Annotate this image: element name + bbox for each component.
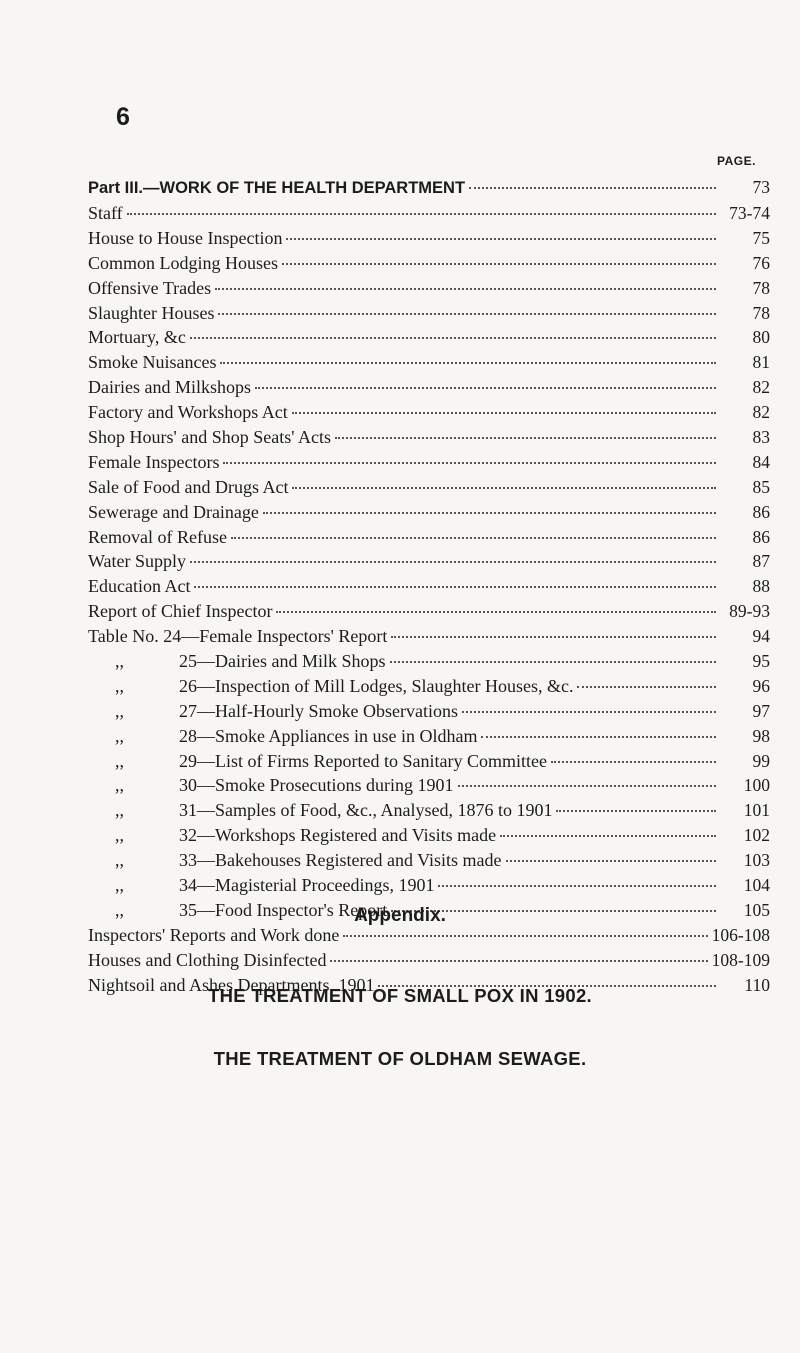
dot-leader — [458, 785, 717, 787]
toc-entry-page: 82 — [752, 402, 770, 423]
toc-entry-label: Shop Hours' and Shop Seats' Acts — [88, 427, 331, 448]
toc-entry-label: 29—List of Firms Reported to Sanitary Committee — [179, 750, 547, 771]
toc-entry — [88, 676, 770, 701]
dot-leader — [231, 537, 716, 539]
toc-entry-page: 108-109 — [711, 949, 770, 970]
toc-entry — [88, 651, 770, 676]
dot-leader — [194, 586, 716, 588]
toc-entry-label: Education Act — [88, 576, 191, 597]
toc-entry — [88, 925, 770, 950]
toc-entry-label: Smoke Nuisances — [88, 352, 217, 373]
toc-entry-page: 103 — [743, 850, 770, 871]
toc-entry — [88, 452, 770, 477]
toc-entry-label: Inspectors' Reports and Work done — [88, 924, 340, 945]
toc-entry-page: 86 — [752, 526, 770, 547]
ditto-mark — [88, 676, 179, 697]
toc-entry-page: 95 — [752, 651, 770, 672]
ditto-mark — [88, 775, 179, 796]
toc-entry-label: 31—Samples of Food, &c., Analysed, 1876 to 1901 — [179, 800, 553, 821]
dot-leader — [330, 960, 707, 962]
ditto-mark-text: ,, — [115, 675, 124, 696]
ditto-mark — [88, 825, 179, 846]
dot-leader — [286, 238, 716, 240]
ditto-mark-text: ,, — [115, 875, 124, 896]
toc-entry-page: 110 — [744, 974, 770, 995]
dot-leader — [276, 611, 716, 613]
toc-entry-page: 81 — [752, 352, 770, 373]
ditto-mark-text: ,, — [115, 825, 124, 846]
dot-leader — [255, 387, 716, 389]
appendix-line-1: THE TREATMENT OF SMALL POX IN 1902. — [208, 985, 592, 1006]
dot-leader — [282, 263, 716, 265]
toc-entry-page: 73-74 — [729, 203, 770, 223]
ditto-mark — [88, 701, 179, 722]
dot-leader — [215, 288, 716, 290]
table-of-contents — [88, 177, 770, 1000]
toc-entry — [88, 203, 770, 228]
ditto-mark — [88, 875, 179, 896]
toc-entry-label: Table No. 24—Female Inspectors' Report — [88, 626, 388, 647]
toc-entry — [88, 825, 770, 850]
toc-entry-label: Common Lodging Houses — [88, 252, 279, 273]
toc-entry-label: Sale of Food and Drugs Act — [88, 476, 289, 497]
toc-entry-label: 33—Bakehouses Registered and Visits made — [179, 850, 502, 871]
toc-entry-label: Sewerage and Drainage — [88, 501, 259, 522]
appendix-title: Appendix. — [354, 905, 446, 926]
toc-entry — [88, 626, 770, 651]
toc-entry — [88, 875, 770, 900]
toc-entry-label: Offensive Trades — [88, 277, 212, 298]
toc-entry-label: 26—Inspection of Mill Lodges, Slaughter Houses, &c. — [179, 675, 574, 696]
dot-leader — [223, 462, 716, 464]
toc-entry-page: 105 — [743, 899, 770, 920]
page-column-label: PAGE. — [717, 154, 756, 168]
toc-entry-page: 104 — [743, 875, 770, 896]
ditto-mark — [88, 726, 179, 747]
toc-entry — [88, 502, 770, 527]
ditto-mark-text: ,, — [115, 850, 124, 871]
toc-entry-page: 83 — [752, 427, 770, 448]
dot-leader — [127, 213, 716, 215]
toc-entry — [88, 850, 770, 875]
toc-heading — [88, 177, 770, 203]
toc-entry-page: 80 — [752, 327, 770, 348]
ditto-mark — [88, 651, 179, 672]
dot-leader — [263, 512, 716, 514]
dot-leader — [438, 885, 716, 887]
toc-entry — [88, 327, 770, 352]
toc-entry-label: Water Supply — [88, 551, 187, 572]
toc-entry-page: 88 — [752, 576, 770, 597]
toc-entry — [88, 701, 770, 726]
dot-leader — [500, 835, 716, 837]
dot-leader — [462, 711, 716, 713]
toc-entry-page: 98 — [752, 725, 770, 746]
ditto-mark-text: ,, — [115, 725, 124, 746]
toc-entry-page: 76 — [752, 252, 770, 273]
toc-entry — [88, 278, 770, 303]
ditto-mark — [88, 800, 179, 821]
toc-heading-label: Part III.—WORK OF THE HEALTH DEPARTMENT — [88, 179, 466, 197]
page-number: 6 — [116, 103, 130, 131]
ditto-mark-text: ,, — [115, 750, 124, 771]
toc-entry-page: 85 — [752, 476, 770, 497]
toc-entry-label: Slaughter Houses — [88, 302, 215, 323]
toc-entry-label: 28—Smoke Appliances in use in Oldham — [179, 725, 478, 746]
toc-entry-page: 82 — [752, 377, 770, 398]
ditto-mark — [88, 850, 179, 871]
toc-entry-label: Report of Chief Inspector — [88, 601, 273, 622]
toc-entry-label: 34—Magisterial Proceedings, 1901 — [179, 875, 435, 896]
toc-entry-page: 100 — [743, 775, 770, 796]
toc-entry — [88, 775, 770, 800]
dot-leader — [292, 487, 716, 489]
dot-leader — [391, 636, 716, 638]
toc-entry — [88, 601, 770, 626]
appendix-line-2: THE TREATMENT OF OLDHAM SEWAGE. — [213, 1048, 587, 1069]
toc-entry-label: Mortuary, &c — [88, 327, 186, 348]
toc-entry-label: 35—Food Inspector's Report — [179, 899, 388, 920]
toc-entry-label: 32—Workshops Registered and Visits made — [179, 825, 497, 846]
ditto-mark-text: ,, — [115, 651, 124, 672]
toc-entry-page: 84 — [752, 451, 770, 472]
toc-entry-page: 75 — [752, 227, 770, 248]
toc-entry-label: House to House Inspection — [88, 227, 283, 248]
toc-entry-page: 78 — [752, 302, 770, 323]
dot-leader — [390, 661, 717, 663]
toc-entry — [88, 427, 770, 452]
toc-heading-page: 73 — [752, 177, 770, 197]
toc-entry-label: 25—Dairies and Milk Shops — [179, 651, 386, 672]
toc-entry-label: 30—Smoke Prosecutions during 1901 — [179, 775, 454, 796]
toc-entry — [88, 303, 770, 328]
dot-leader — [220, 362, 716, 364]
toc-entry-label: Female Inspectors — [88, 451, 220, 472]
toc-entry-label: Removal of Refuse — [88, 526, 227, 547]
toc-entry — [88, 402, 770, 427]
toc-entry-page: 101 — [743, 800, 770, 821]
toc-entry-page: 86 — [752, 501, 770, 522]
dot-leader — [335, 437, 716, 439]
dot-leader — [190, 337, 716, 339]
toc-entry-label: Nightsoil and Ashes Departments, 1901 — [88, 974, 375, 995]
toc-entry-page: 97 — [752, 700, 770, 721]
toc-entry — [88, 551, 770, 576]
dot-leader — [506, 860, 716, 862]
dot-leader — [577, 686, 716, 688]
dot-leader — [343, 935, 707, 937]
toc-entry-page: 78 — [752, 277, 770, 298]
toc-entry-page: 102 — [743, 825, 770, 846]
toc-entry-label: Houses and Clothing Disinfected — [88, 949, 327, 970]
ditto-mark-text: ,, — [115, 800, 124, 821]
toc-entry — [88, 527, 770, 552]
toc-entry — [88, 751, 770, 776]
toc-entry-page: 99 — [752, 750, 770, 771]
toc-entry-page: 89-93 — [729, 601, 770, 622]
toc-entry — [88, 377, 770, 402]
dot-leader — [218, 313, 716, 315]
toc-entry-page: 106-108 — [711, 924, 770, 945]
toc-entry — [88, 352, 770, 377]
toc-entry-label: Staff — [88, 203, 123, 223]
toc-entry — [88, 228, 770, 253]
ditto-mark-text: ,, — [115, 899, 124, 920]
dot-leader — [469, 187, 716, 189]
toc-entry — [88, 477, 770, 502]
toc-entry — [88, 576, 770, 601]
toc-entry-page: 94 — [752, 626, 770, 647]
dot-leader — [551, 761, 716, 763]
toc-entry — [88, 726, 770, 751]
ditto-mark — [88, 751, 179, 772]
toc-entry — [88, 800, 770, 825]
dot-leader — [190, 561, 716, 563]
toc-entry — [88, 253, 770, 278]
toc-entry-label: Factory and Workshops Act — [88, 402, 288, 423]
toc-entry — [88, 950, 770, 975]
toc-entry-page: 87 — [752, 551, 770, 572]
ditto-mark-text: ,, — [115, 775, 124, 796]
toc-entry-label: 27—Half-Hourly Smoke Observations — [179, 700, 458, 721]
dot-leader — [481, 736, 716, 738]
ditto-mark-text: ,, — [115, 700, 124, 721]
dot-leader — [556, 810, 716, 812]
dot-leader — [292, 412, 716, 414]
toc-entry-label: Dairies and Milkshops — [88, 377, 251, 398]
toc-entry-page: 96 — [752, 675, 770, 696]
